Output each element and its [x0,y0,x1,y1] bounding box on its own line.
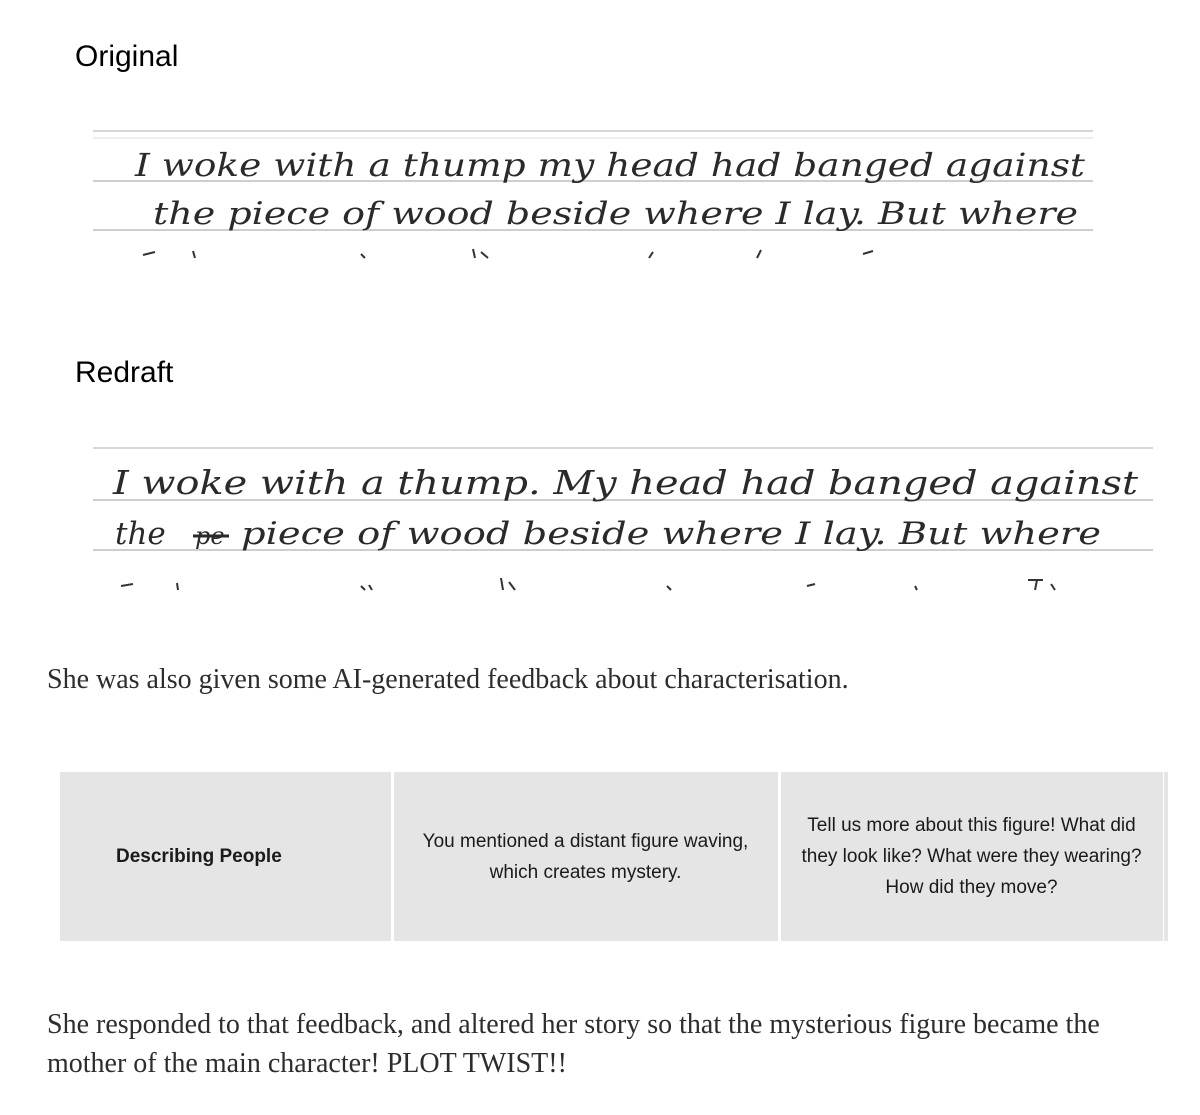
table-next-column-edge [1164,772,1168,941]
handwriting-redraft-image [93,438,1153,600]
handwriting-original-line-2: the piece of wood beside where I lay. But where [153,196,1078,232]
table-row [60,772,1164,941]
handwriting-redraft-line-2-prefix: the [115,516,166,552]
paragraph-outro: She responded to that feedback, and altered her story so that the mysterious figure became the mother of the main character! PLOT TWIST!! [47,1009,1100,1079]
handwriting-original-image [93,118,1093,270]
handwriting-redraft-line-1: I woke with a thump. My head had banged against [111,463,1139,502]
feedback-observation-cell: You mentioned a distant figure waving, which creates mystery. [392,772,779,941]
handwriting-redraft-line-2: piece of wood beside where I lay. But where [241,516,1101,552]
handwriting-original-line-1: I woke with a thump my head had banged against [133,146,1086,184]
feedback-category-cell: Describing People [60,772,392,941]
heading-original: Original [75,40,179,73]
feedback-table [60,772,1166,941]
handwriting-redraft-crossed-word: pe [195,522,225,550]
feedback-suggestion-cell: Tell us more about this figure! What did they look like? What were they wearing? How did they move? [779,772,1164,941]
heading-redraft: Redraft [75,356,174,389]
paragraph-intro: She was also given some AI-generated feedback about characterisation. [47,664,849,695]
